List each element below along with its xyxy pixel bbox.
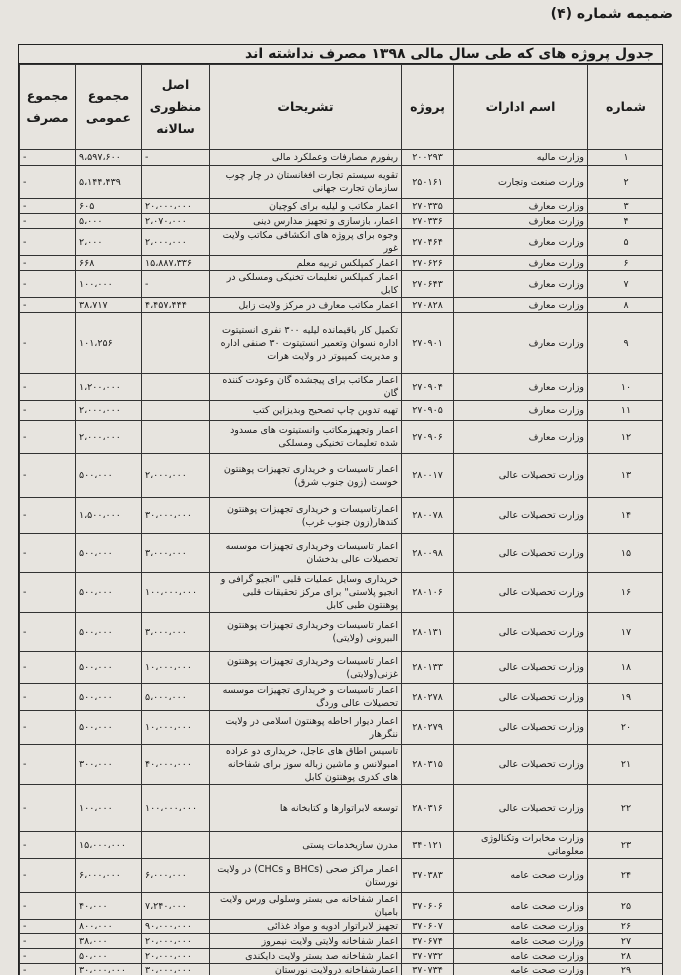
cell-spent: - xyxy=(20,573,76,613)
cell-dept: وزارت صحت عامه xyxy=(454,920,588,934)
cell-code: ۲۷۰۳۳۶ xyxy=(402,214,454,229)
cell-general: ۵۰۰،۰۰۰ xyxy=(76,711,142,745)
cell-approved: ۲،۰۷۰،۰۰۰ xyxy=(142,214,210,229)
cell-dept: وزارت تحصیلات عالی xyxy=(454,652,588,684)
cell-dept: وزارت معارف xyxy=(454,313,588,374)
cell-approved: ۶،۰۰۰،۰۰۰ xyxy=(142,859,210,893)
cell-approved: ۳۰،۰۰۰،۰۰۰ xyxy=(142,498,210,534)
cell-dept: وزارت معارف xyxy=(454,214,588,229)
cell-desc: اعمار شفاخانه صد بستر ولایت دایکندی xyxy=(210,949,402,964)
cell-general: ۴۰،۰۰۰ xyxy=(76,893,142,920)
cell-dept: وزارت صحت عامه xyxy=(454,859,588,893)
cell-dept: وزارت معارف xyxy=(454,421,588,454)
cell-code: ۲۵۰۱۶۱ xyxy=(402,166,454,199)
cell-n: ۵ xyxy=(588,229,664,256)
cell-n: ۱۹ xyxy=(588,684,664,711)
table-row xyxy=(20,298,664,313)
cell-spent: - xyxy=(20,934,76,949)
cell-desc: اعمار، بازسازی و تجهیز مدارس دینی xyxy=(210,214,402,229)
cell-general: ۸۰۰،۰۰۰ xyxy=(76,920,142,934)
cell-n: ۲۸ xyxy=(588,949,664,964)
table-row xyxy=(20,401,664,421)
cell-n: ۱۶ xyxy=(588,573,664,613)
cell-code: ۲۷۰۸۲۸ xyxy=(402,298,454,313)
table-row xyxy=(20,199,664,214)
cell-approved: ۷،۲۴۰،۰۰۰ xyxy=(142,893,210,920)
cell-n: ۲۵ xyxy=(588,893,664,920)
cell-general: ۶۶۸ xyxy=(76,256,142,271)
cell-n: ۲ xyxy=(588,166,664,199)
cell-n: ۲۷ xyxy=(588,934,664,949)
cell-desc: تاسیس اطاق های عاجل، خریداری دو عراده امبولانس و ماشین زباله سوز برای شفاخانه های کدری پوهنتون کابل xyxy=(210,745,402,785)
cell-dept: وزارت تحصیلات عالی xyxy=(454,613,588,652)
cell-dept: وزارت معارف xyxy=(454,401,588,421)
table-body xyxy=(20,150,664,975)
cell-desc: تهیه تدوین چاپ تصحیح وبدیزاین کتب xyxy=(210,401,402,421)
cell-desc: اعمار تاسیسات وخریداری تجهیزات موسسه تحصیلات عالی بدخشان xyxy=(210,534,402,573)
cell-spent: - xyxy=(20,454,76,498)
cell-desc: اعمار دیوار احاطه پوهنتون اسلامی در ولایت ننگرهار xyxy=(210,711,402,745)
cell-dept: وزارت تحصیلات عالی xyxy=(454,684,588,711)
cell-spent: - xyxy=(20,298,76,313)
cell-code: ۲۸۰۰۷۸ xyxy=(402,498,454,534)
cell-dept: وزارت تحصیلات عالی xyxy=(454,711,588,745)
cell-spent: - xyxy=(20,401,76,421)
projects-table-frame xyxy=(18,44,663,975)
table-row xyxy=(20,256,664,271)
cell-general: ۵۰۰،۰۰۰ xyxy=(76,454,142,498)
cell-approved: ۳،۰۰۰،۰۰۰ xyxy=(142,534,210,573)
cell-spent: - xyxy=(20,534,76,573)
table-row xyxy=(20,949,664,964)
header-approved: اصل منظوری سالانه xyxy=(142,65,210,150)
cell-code: ۲۷۰۴۶۴ xyxy=(402,229,454,256)
cell-code: ۳۷۰۶۰۷ xyxy=(402,920,454,934)
cell-code: ۲۸۰۰۱۷ xyxy=(402,454,454,498)
cell-approved xyxy=(142,166,210,199)
cell-desc: اعمار تاسیسات وخریداری تجهیزات پوهنتون غزنی(ولایتی) xyxy=(210,652,402,684)
cell-desc: اعمارشفاخانه درولایت نورستان xyxy=(210,964,402,975)
cell-n: ۷ xyxy=(588,271,664,298)
cell-code: ۲۸۰۲۷۸ xyxy=(402,684,454,711)
cell-general: ۱،۲۰۰،۰۰۰ xyxy=(76,374,142,401)
cell-approved: ۲۰،۰۰۰،۰۰۰ xyxy=(142,949,210,964)
table-row xyxy=(20,214,664,229)
cell-dept: وزارت صحت عامه xyxy=(454,964,588,975)
cell-desc: توسعه لابراتوارها و کتابخانه ها xyxy=(210,785,402,832)
cell-general: ۲،۰۰۰،۰۰۰ xyxy=(76,421,142,454)
cell-spent: - xyxy=(20,313,76,374)
cell-code: ۳۴۰۱۲۱ xyxy=(402,832,454,859)
table-title: جدول پروژه های که طی سال مالی ۱۳۹۸ مصرف نداشته اند xyxy=(19,45,662,64)
cell-spent: - xyxy=(20,421,76,454)
cell-approved: ۳،۰۰۰،۰۰۰ xyxy=(142,613,210,652)
cell-desc: اعمار مراکز صحی (BHCs و CHCs) در ولایت نورستان xyxy=(210,859,402,893)
cell-general: ۶۰۵ xyxy=(76,199,142,214)
cell-desc: ریفورم مصارفات وعملکرد مالی xyxy=(210,150,402,166)
cell-code: ۲۸۰۱۳۱ xyxy=(402,613,454,652)
cell-code: ۲۸۰۱۰۶ xyxy=(402,573,454,613)
cell-dept: وزارت صحت عامه xyxy=(454,934,588,949)
cell-approved: ۲۰،۰۰۰،۰۰۰ xyxy=(142,934,210,949)
cell-general: ۵،۱۴۴،۴۳۹ xyxy=(76,166,142,199)
cell-spent: - xyxy=(20,498,76,534)
cell-general: ۲،۰۰۰ xyxy=(76,229,142,256)
cell-code: ۲۷۰۶۴۳ xyxy=(402,271,454,298)
table-row xyxy=(20,374,664,401)
cell-spent: - xyxy=(20,785,76,832)
cell-dept: وزارت صنعت وتجارت xyxy=(454,166,588,199)
cell-code: ۳۷۰۷۳۴ xyxy=(402,964,454,975)
cell-approved xyxy=(142,421,210,454)
cell-approved: ۹۰،۰۰۰،۰۰۰ xyxy=(142,920,210,934)
cell-desc: تکمیل کار باقیمانده لیلیه ۳۰۰ نفری انستیتوت اداره نسوان وتعمیر انستیتوت ۳۰ صنفی اداره و مدیریت کمپیوتر در ولایت هرات xyxy=(210,313,402,374)
cell-dept: وزارت صحت عامه xyxy=(454,949,588,964)
cell-spent: - xyxy=(20,949,76,964)
cell-spent: - xyxy=(20,711,76,745)
cell-n: ۴ xyxy=(588,214,664,229)
cell-n: ۱۳ xyxy=(588,454,664,498)
cell-general: ۱۰۰،۰۰۰ xyxy=(76,785,142,832)
cell-desc: وجوه برای پروژه های انکشافی مکاتب ولایت غور xyxy=(210,229,402,256)
cell-desc: اعمار تاسیسات و خریداری تجهیزات موسسه تحصیلات عالی وردگ xyxy=(210,684,402,711)
table-row xyxy=(20,934,664,949)
cell-approved: ۱۰۰،۰۰۰،۰۰۰ xyxy=(142,785,210,832)
projects-table xyxy=(19,64,663,975)
cell-general: ۳۰،۰۰۰،۰۰۰ xyxy=(76,964,142,975)
cell-dept: وزارت معارف xyxy=(454,229,588,256)
cell-general: ۶،۰۰۰،۰۰۰ xyxy=(76,859,142,893)
cell-approved: ۲۰،۰۰۰،۰۰۰ xyxy=(142,199,210,214)
table-header-row xyxy=(20,65,664,150)
cell-desc: اعمار مکاتب معارف در مرکز ولایت زابل xyxy=(210,298,402,313)
cell-desc: اعمار مکاتب برای پیجشده گان وعودت کننده گان xyxy=(210,374,402,401)
cell-dept: وزارت صحت عامه xyxy=(454,893,588,920)
cell-dept: وزارت مالیه xyxy=(454,150,588,166)
cell-dept: وزارت معارف xyxy=(454,298,588,313)
cell-n: ۲۹ xyxy=(588,964,664,975)
cell-spent: - xyxy=(20,684,76,711)
cell-desc: مدرن سازیخدمات پستی xyxy=(210,832,402,859)
cell-code: ۲۰۰۲۹۳ xyxy=(402,150,454,166)
cell-desc: اعمار تاسیسات و خریداری تجهیزات پوهنتون خوست (زون جنوب شرق) xyxy=(210,454,402,498)
cell-general: ۵،۰۰۰ xyxy=(76,214,142,229)
cell-n: ۲۲ xyxy=(588,785,664,832)
cell-code: ۳۷۰۳۸۳ xyxy=(402,859,454,893)
cell-spent: - xyxy=(20,964,76,975)
cell-desc: اعمار تاسیسات وخریداری تجهیزات پوهنتون البیرونی (ولایتی) xyxy=(210,613,402,652)
cell-approved: ۴،۴۵۷،۴۴۴ xyxy=(142,298,210,313)
table-row xyxy=(20,920,664,934)
cell-spent: - xyxy=(20,256,76,271)
cell-general: ۵۰۰،۰۰۰ xyxy=(76,534,142,573)
cell-general: ۳۸،۷۱۷ xyxy=(76,298,142,313)
cell-n: ۱۷ xyxy=(588,613,664,652)
table-row xyxy=(20,573,664,613)
cell-approved: ۳۰،۰۰۰،۰۰۰ xyxy=(142,964,210,975)
cell-dept: وزارت تحصیلات عالی xyxy=(454,534,588,573)
cell-dept: وزارت تحصیلات عالی xyxy=(454,785,588,832)
cell-desc: اعمار وتجهیزمکاتب وانستیتوت های مسدود شده تعلیمات تخنیکی ومسلکی xyxy=(210,421,402,454)
cell-general: ۵۰۰،۰۰۰ xyxy=(76,684,142,711)
cell-general: ۹،۵۹۷،۶۰۰ xyxy=(76,150,142,166)
cell-approved: ۱۰۰،۰۰۰،۰۰۰ xyxy=(142,573,210,613)
header-total-general: مجموع عمومی xyxy=(76,65,142,150)
table-row xyxy=(20,652,664,684)
cell-general: ۵۰۰،۰۰۰ xyxy=(76,573,142,613)
cell-spent: - xyxy=(20,920,76,934)
cell-dept: وزارت تحصیلات عالی xyxy=(454,573,588,613)
cell-n: ۱ xyxy=(588,150,664,166)
cell-desc: تجهیز لابراتوار ادویه و مواد غذائی xyxy=(210,920,402,934)
cell-general: ۱۰۰،۰۰۰ xyxy=(76,271,142,298)
cell-n: ۹ xyxy=(588,313,664,374)
cell-code: ۲۷۰۹۰۱ xyxy=(402,313,454,374)
cell-approved: ۲،۰۰۰،۰۰۰ xyxy=(142,229,210,256)
cell-approved: ۱۰،۰۰۰،۰۰۰ xyxy=(142,652,210,684)
table-row xyxy=(20,745,664,785)
annex-label: ضمیمه شماره (۴) xyxy=(550,6,673,22)
cell-code: ۲۷۰۹۰۵ xyxy=(402,401,454,421)
table-row xyxy=(20,150,664,166)
table-row xyxy=(20,313,664,374)
cell-dept: وزارت تحصیلات عالی xyxy=(454,454,588,498)
cell-spent: - xyxy=(20,893,76,920)
cell-general: ۱۵،۰۰۰،۰۰۰ xyxy=(76,832,142,859)
cell-code: ۲۸۰۰۹۸ xyxy=(402,534,454,573)
table-row xyxy=(20,271,664,298)
cell-n: ۶ xyxy=(588,256,664,271)
cell-code: ۳۷۰۷۳۲ xyxy=(402,949,454,964)
table-row xyxy=(20,832,664,859)
table-row xyxy=(20,859,664,893)
cell-n: ۱۲ xyxy=(588,421,664,454)
cell-general: ۱۰۱،۲۵۶ xyxy=(76,313,142,374)
cell-approved: ۱۰،۰۰۰،۰۰۰ xyxy=(142,711,210,745)
cell-n: ۱۱ xyxy=(588,401,664,421)
cell-spent: - xyxy=(20,613,76,652)
cell-code: ۳۷۰۶۰۶ xyxy=(402,893,454,920)
cell-code: ۲۷۰۹۰۴ xyxy=(402,374,454,401)
cell-dept: وزارت معارف xyxy=(454,256,588,271)
cell-dept: وزارت مخابرات وتکنالوژی معلوماتی xyxy=(454,832,588,859)
table-row xyxy=(20,711,664,745)
cell-code: ۲۸۰۳۱۵ xyxy=(402,745,454,785)
cell-approved xyxy=(142,313,210,374)
cell-dept: وزارت معارف xyxy=(454,374,588,401)
cell-dept: وزارت تحصیلات عالی xyxy=(454,498,588,534)
cell-code: ۲۷۰۹۰۶ xyxy=(402,421,454,454)
header-description: تشریحات xyxy=(210,65,402,150)
cell-n: ۸ xyxy=(588,298,664,313)
cell-general: ۵۰۰،۰۰۰ xyxy=(76,613,142,652)
cell-spent: - xyxy=(20,150,76,166)
table-row xyxy=(20,964,664,975)
cell-spent: - xyxy=(20,199,76,214)
cell-general: ۲،۰۰۰،۰۰۰ xyxy=(76,401,142,421)
cell-n: ۱۸ xyxy=(588,652,664,684)
cell-approved: - xyxy=(142,150,210,166)
cell-n: ۱۰ xyxy=(588,374,664,401)
cell-spent: - xyxy=(20,745,76,785)
table-row xyxy=(20,684,664,711)
cell-approved: ۵،۰۰۰،۰۰۰ xyxy=(142,684,210,711)
cell-dept: وزارت معارف xyxy=(454,199,588,214)
cell-spent: - xyxy=(20,652,76,684)
cell-dept: وزارت معارف xyxy=(454,271,588,298)
cell-n: ۲۰ xyxy=(588,711,664,745)
header-project: پروژه xyxy=(402,65,454,150)
cell-desc: اعمار کمپلکس تعلیمات تخنیکی ومسلکی در کابل xyxy=(210,271,402,298)
table-row xyxy=(20,454,664,498)
header-total-spent: مجموع مصرف xyxy=(20,65,76,150)
cell-approved: ۲،۰۰۰،۰۰۰ xyxy=(142,454,210,498)
cell-code: ۲۷۰۳۳۵ xyxy=(402,199,454,214)
cell-desc: اعمار کمپلکس تربیه معلم xyxy=(210,256,402,271)
cell-desc: اعمار مکاتب و لیلیه برای کوچیان xyxy=(210,199,402,214)
cell-general: ۳۰۰،۰۰۰ xyxy=(76,745,142,785)
table-row xyxy=(20,534,664,573)
table-row xyxy=(20,785,664,832)
cell-n: ۲۳ xyxy=(588,832,664,859)
table-row xyxy=(20,166,664,199)
cell-spent: - xyxy=(20,374,76,401)
cell-general: ۳۸،۰۰۰ xyxy=(76,934,142,949)
cell-spent: - xyxy=(20,229,76,256)
table-row xyxy=(20,421,664,454)
table-row xyxy=(20,229,664,256)
cell-n: ۱۴ xyxy=(588,498,664,534)
cell-spent: - xyxy=(20,271,76,298)
cell-approved xyxy=(142,374,210,401)
cell-desc: تقویه سیستم تجارت افغانستان در چار چوب سازمان تجارت جهانی xyxy=(210,166,402,199)
cell-n: ۳ xyxy=(588,199,664,214)
cell-code: ۲۸۰۱۳۳ xyxy=(402,652,454,684)
cell-approved: ۱۵،۸۸۷،۳۳۶ xyxy=(142,256,210,271)
cell-code: ۲۸۰۳۱۶ xyxy=(402,785,454,832)
cell-general: ۵۰۰،۰۰۰ xyxy=(76,652,142,684)
cell-n: ۱۵ xyxy=(588,534,664,573)
cell-code: ۳۷۰۶۷۴ xyxy=(402,934,454,949)
cell-n: ۲۶ xyxy=(588,920,664,934)
cell-desc: اعمار شفاخانه ولایتی ولایت نیمروز xyxy=(210,934,402,949)
cell-spent: - xyxy=(20,214,76,229)
cell-approved xyxy=(142,401,210,421)
header-department: اسم ادارات xyxy=(454,65,588,150)
cell-spent: - xyxy=(20,832,76,859)
cell-dept: وزارت تحصیلات عالی xyxy=(454,745,588,785)
table-row xyxy=(20,498,664,534)
cell-desc: اعمارتاسیسات و خریداری تجهیزات پوهنتون کندهار(زون جنوب غرب) xyxy=(210,498,402,534)
cell-desc: خریداری وسایل عملیات قلبی "انجیو گرافی و انجیو پلاستی" برای مرکز تحقیقات قلبی پوهنتون طبی کابل xyxy=(210,573,402,613)
cell-spent: - xyxy=(20,166,76,199)
table-row xyxy=(20,893,664,920)
cell-spent: - xyxy=(20,859,76,893)
cell-code: ۲۷۰۶۲۶ xyxy=(402,256,454,271)
cell-approved: ۴۰،۰۰۰،۰۰۰ xyxy=(142,745,210,785)
cell-code: ۲۸۰۲۷۹ xyxy=(402,711,454,745)
cell-general: ۱،۵۰۰،۰۰۰ xyxy=(76,498,142,534)
header-number: شماره xyxy=(588,65,664,150)
cell-approved xyxy=(142,832,210,859)
cell-approved: - xyxy=(142,271,210,298)
cell-n: ۲۱ xyxy=(588,745,664,785)
cell-n: ۲۴ xyxy=(588,859,664,893)
cell-general: ۵۰،۰۰۰ xyxy=(76,949,142,964)
cell-desc: اعمار شفاخانه می بستر وسلولی ورس ولایت بامیان xyxy=(210,893,402,920)
table-row xyxy=(20,613,664,652)
